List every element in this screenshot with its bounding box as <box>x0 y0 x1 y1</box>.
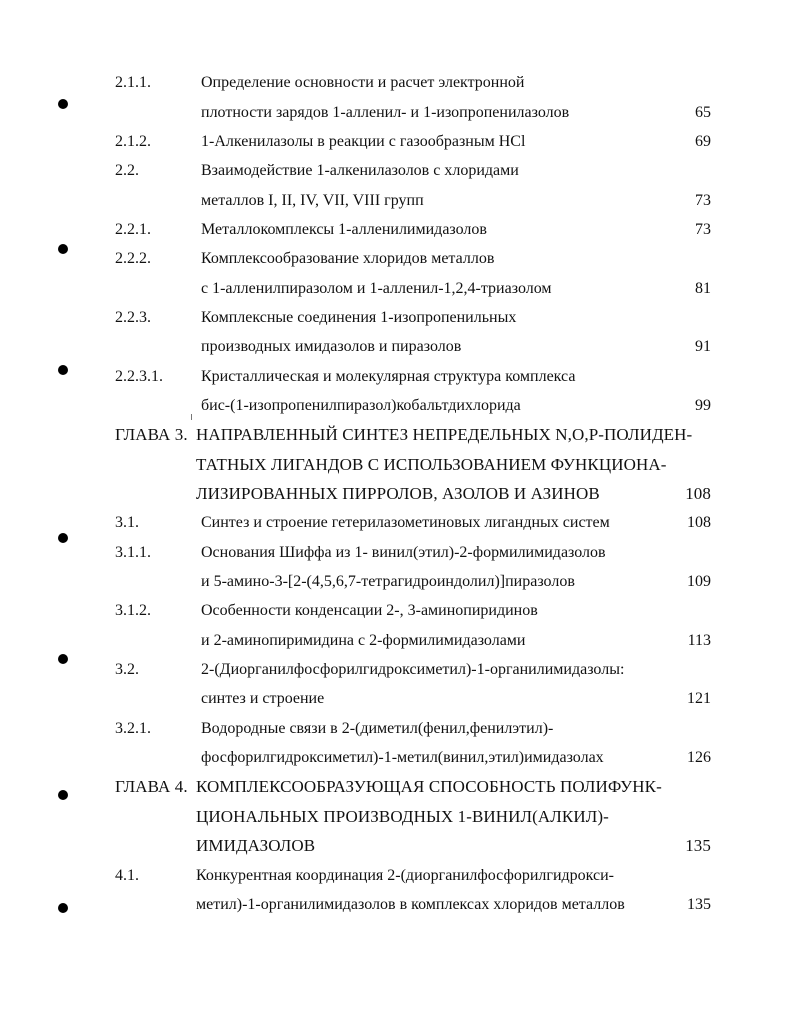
section-number: 2.2.3. <box>115 309 151 326</box>
section-title: Металлокомплексы 1-алленилимидазолов <box>201 221 487 238</box>
punch-hole-dot <box>58 365 68 375</box>
section-title-line: и 2-аминопиримидина с 2-формилимидазолами <box>201 632 526 649</box>
section-number: 4.1. <box>115 867 139 884</box>
section-title-line: металлов I, II, IV, VII, VIII групп <box>201 192 424 209</box>
section-title: Комплексные соединения 1-изопропенильных <box>201 309 517 326</box>
page-number: 108 <box>687 514 711 531</box>
section-title: Особенности конденсации 2-, 3-аминопиридинов <box>201 602 538 619</box>
chapter-title-line: ИМИДАЗОЛОВ <box>196 836 316 855</box>
chapter-title-line: ТАТНЫХ ЛИГАНДОВ С ИСПОЛЬЗОВАНИЕМ ФУНКЦИОНА- <box>196 455 667 474</box>
page-number: 126 <box>687 749 711 766</box>
page-number: 73 <box>695 221 711 238</box>
page-number: 121 <box>687 690 711 707</box>
page-number: 81 <box>695 280 711 297</box>
section-title: 2-(Диорганилфосфорилгидроксиметил)-1-органилимидазолы: <box>201 661 625 678</box>
punch-hole-dot <box>58 244 68 254</box>
section-number: 3.1.1. <box>115 544 151 561</box>
section-number: 2.2.2. <box>115 250 151 267</box>
section-title: Конкурентная координация 2-(диорганилфосфорилгидрокси- <box>196 867 615 884</box>
section-title-line: с 1-алленилпиразолом и 1-алленил-1,2,4-триазолом <box>201 280 552 297</box>
section-number: 3.1. <box>115 514 139 531</box>
section-number: 2.2.1. <box>115 221 151 238</box>
chapter-number: ГЛАВА 4. <box>115 777 188 796</box>
section-title: Определение основности и расчет электронной <box>201 74 525 91</box>
section-number: 2.2.3.1. <box>115 368 163 385</box>
chapter-title-line: ЦИОНАЛЬНЫХ ПРОИЗВОДНЫХ 1-ВИНИЛ(АЛКИЛ)- <box>196 807 609 826</box>
punch-hole-dot <box>58 654 68 664</box>
chapter-number: ГЛАВА 3. <box>115 425 188 444</box>
page-number: 69 <box>695 133 711 150</box>
section-title: Комплексообразование хлоридов металлов <box>201 250 495 267</box>
page-number: 99 <box>695 397 711 414</box>
page-number: 113 <box>687 632 711 649</box>
section-title-line: синтез и строение <box>201 690 325 707</box>
section-title: 1-Алкенилазолы в реакции с газообразным HCl <box>201 133 526 150</box>
punch-hole-dot <box>58 790 68 800</box>
section-title-line: фосфорилгидроксиметил)-1-метил(винил,этил)имидазолах <box>201 749 604 766</box>
section-number: 2.2. <box>115 162 139 179</box>
page-number: 108 <box>685 484 711 503</box>
section-title: Водородные связи в 2-(диметил(фенил,фенилэтил)- <box>201 720 554 737</box>
page-number: 109 <box>687 573 711 590</box>
section-number: 3.2.1. <box>115 720 151 737</box>
scan-mark <box>191 414 192 420</box>
page-number: 65 <box>695 104 711 121</box>
page-number: 91 <box>695 338 711 355</box>
section-number: 3.1.2. <box>115 602 151 619</box>
section-title: Основания Шиффа из 1- винил(этил)-2-формилимидазолов <box>201 544 606 561</box>
page-number: 73 <box>695 192 711 209</box>
punch-hole-dot <box>58 533 68 543</box>
section-title-line: бис-(1-изопропенилпиразол)кобальтдихлорида <box>201 397 521 414</box>
chapter-title-line: ЛИЗИРОВАННЫХ ПИРРОЛОВ, АЗОЛОВ И АЗИНОВ <box>196 484 600 503</box>
page-number: 135 <box>685 836 711 855</box>
section-title-line: плотности зарядов 1-алленил- и 1-изопропенилазолов <box>201 104 570 121</box>
section-title: Кристаллическая и молекулярная структура комплекса <box>201 368 576 385</box>
section-title-line: метил)-1-органилимидазолов в комплексах хлоридов металлов <box>196 896 625 913</box>
punch-hole-dot <box>58 903 68 913</box>
section-number: 2.1.2. <box>115 133 151 150</box>
chapter-title: КОМПЛЕКСООБРАЗУЮЩАЯ СПОСОБНОСТЬ ПОЛИФУНК- <box>196 777 662 796</box>
section-number: 3.2. <box>115 661 139 678</box>
section-title: Взаимодействие 1-алкенилазолов с хлоридами <box>201 162 519 179</box>
section-title-line: производных имидазолов и пиразолов <box>201 338 462 355</box>
page-number: 135 <box>687 896 711 913</box>
section-number: 2.1.1. <box>115 74 151 91</box>
punch-hole-dot <box>58 99 68 109</box>
section-title-line: и 5-амино-3-[2-(4,5,6,7-тетрагидроиндолил)]пиразолов <box>201 573 575 590</box>
section-title: Синтез и строение гетерилазометиновых лигандных систем <box>201 514 610 531</box>
chapter-title: НАПРАВЛЕННЫЙ СИНТЕЗ НЕПРЕДЕЛЬНЫХ N,O,P-ПОЛИДЕН- <box>196 425 693 444</box>
